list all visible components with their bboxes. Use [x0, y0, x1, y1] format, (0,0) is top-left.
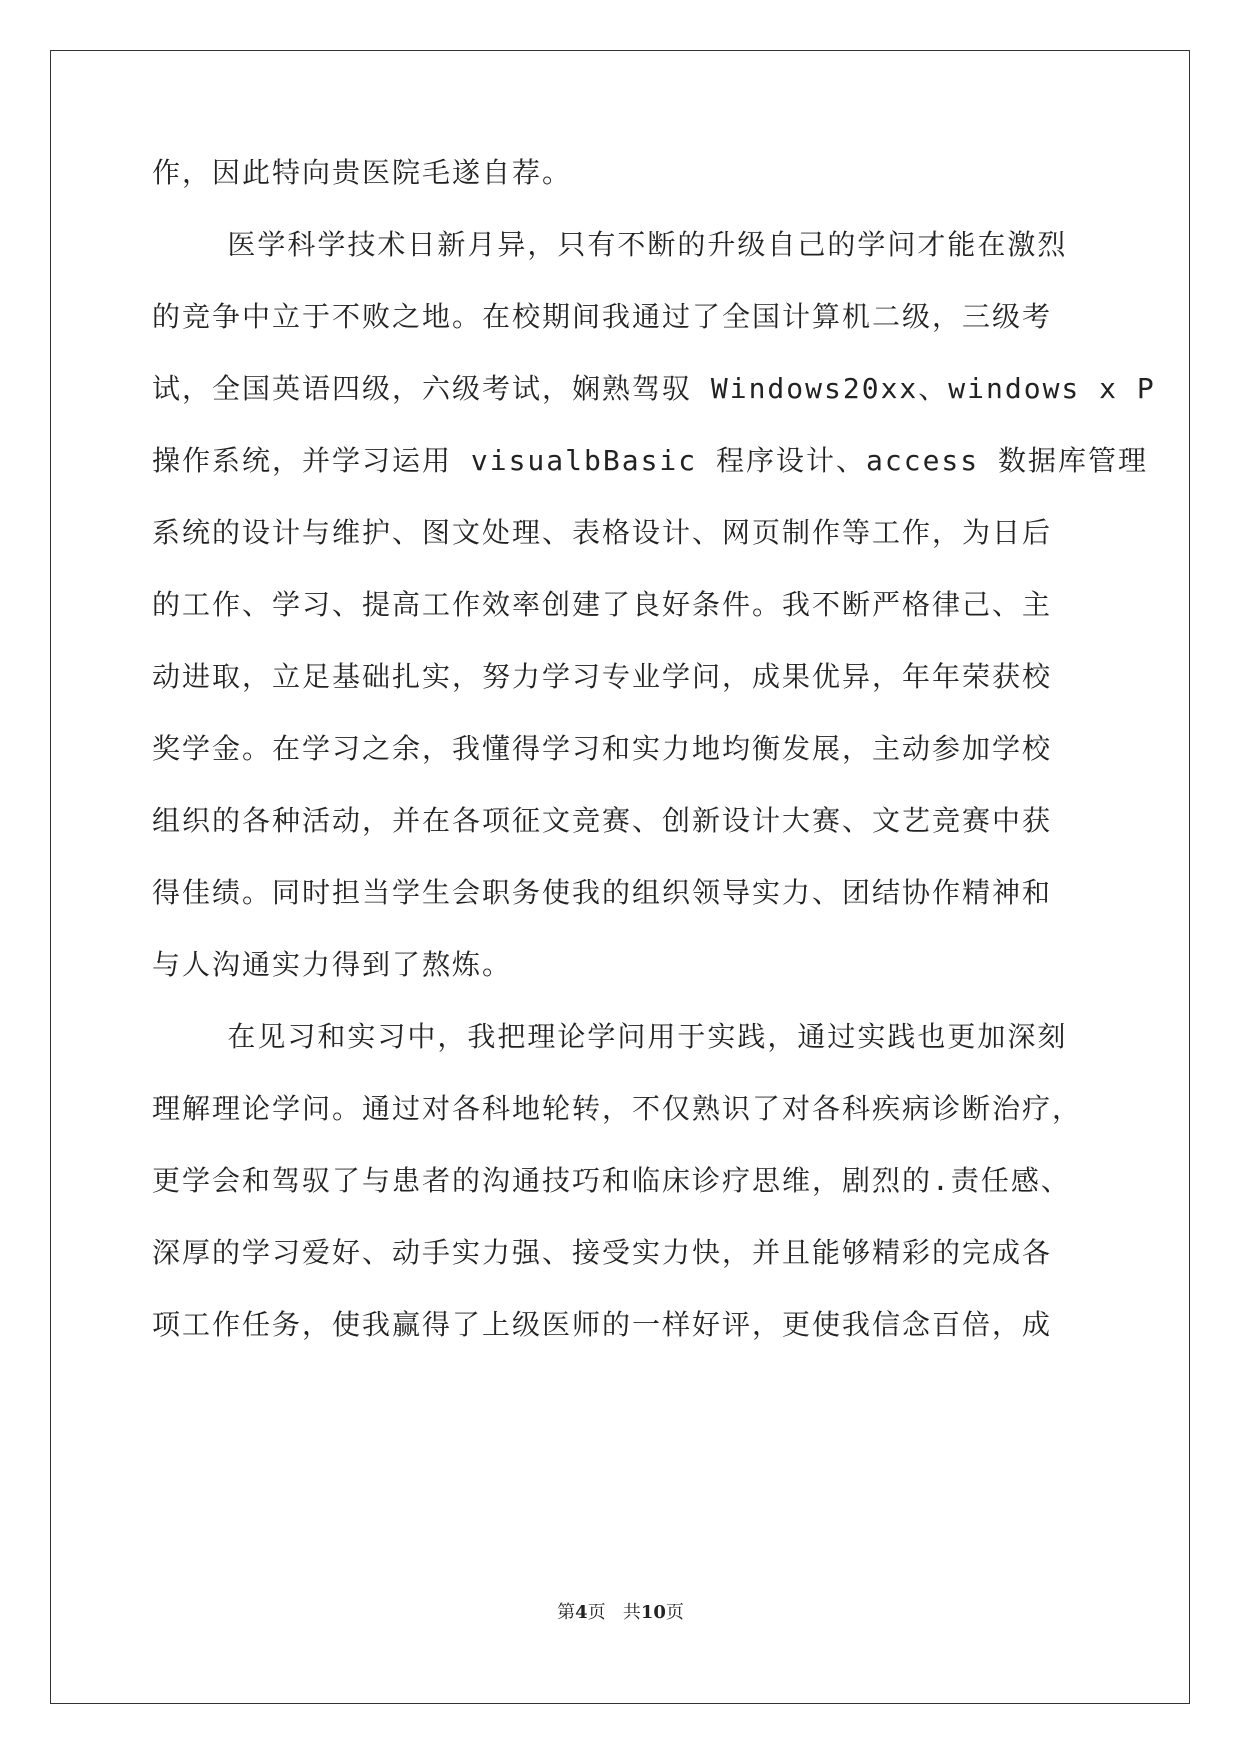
text-line: 试，全国英语四级，六级考试，娴熟驾驭 Windows20xx、windows x P [152, 372, 1156, 405]
text-line: 的工作、学习、提高工作效率创建了良好条件。我不断严格律己、主 [152, 588, 1053, 621]
text-line: 奖学金。在学习之余，我懂得学习和实力地均衡发展，主动参加学校 [152, 732, 1053, 765]
text-line: 医学科学技术日新月异，只有不断的升级自己的学问才能在激烈 [152, 228, 1068, 261]
text-line: 作，因此特向贵医院毛遂自荐。 [152, 156, 573, 189]
footer-page-suffix: 页 [587, 1602, 606, 1623]
text-line: 组织的各种活动，并在各项征文竞赛、创新设计大赛、文艺竞赛中获 [152, 804, 1053, 837]
text-line: 得佳绩。同时担当学生会职务使我的组织领导实力、团结协作精神和 [152, 876, 1053, 909]
text-line: 动进取，立足基础扎实，努力学习专业学问，成果优异，年年荣获校 [152, 660, 1053, 693]
text-line: 项工作任务，使我赢得了上级医师的一样好评，更使我信念百倍，成 [152, 1308, 1053, 1341]
text-line: 的竞争中立于不败之地。在校期间我通过了全国计算机二级，三级考 [152, 300, 1053, 333]
footer-total-prefix: 共 [622, 1602, 641, 1623]
text-line: 与人沟通实力得到了熬炼。 [152, 948, 513, 981]
total-pages-number: 10 [640, 1602, 666, 1623]
text-line: 更学会和驾驭了与患者的沟通技巧和临床诊疗思维，剧烈的.责任感、 [152, 1164, 1071, 1197]
footer-total-suffix: 页 [665, 1602, 684, 1623]
text-line: 深厚的学习爱好、动手实力强、接受实力快，并且能够精彩的完成各 [152, 1236, 1053, 1269]
text-line: 在见习和实习中，我把理论学问用于实践，通过实践也更加深刻 [152, 1020, 1068, 1053]
page-footer [0, 1598, 1241, 1624]
text-line: 理解理论学问。通过对各科地轮转，不仅熟识了对各科疾病诊断治疗， [152, 1092, 1083, 1125]
footer-prefix: 第 [557, 1602, 576, 1623]
text-line: 系统的设计与维护、图文处理、表格设计、网页制作等工作，为日后 [152, 516, 1053, 549]
text-line: 操作系统，并学习运用 visualbBasic 程序设计、access 数据库管理 [152, 444, 1149, 477]
current-page-number: 4 [575, 1602, 588, 1623]
